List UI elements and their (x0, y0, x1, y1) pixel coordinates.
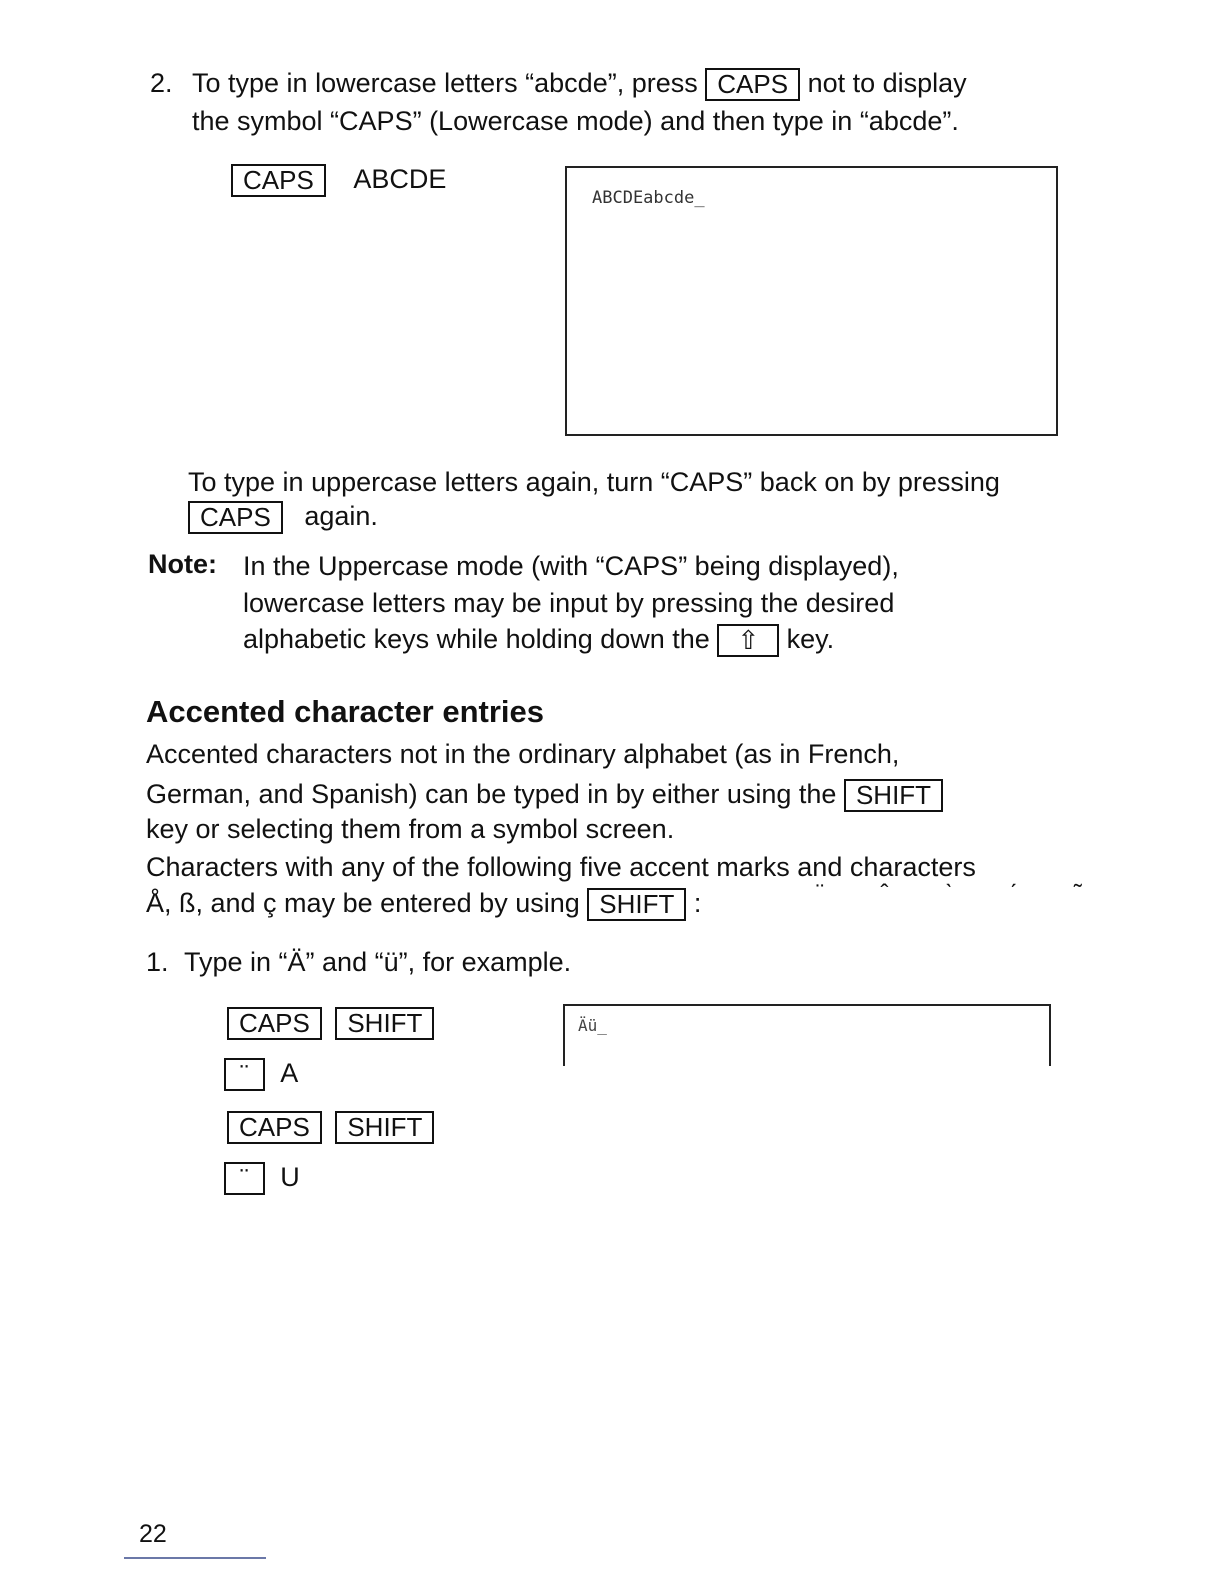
step2-line1 (192, 66, 967, 101)
uppercase-line1: To type in uppercase letters again, turn “CAPS” back on by pressing (188, 467, 1000, 497)
note-line1: In the Uppercase mode (with “CAPS” being displayed), (243, 551, 899, 581)
caps-key: CAPS (188, 501, 283, 534)
tilde-mark: ˜ (1073, 880, 1082, 907)
shift-key: SHIFT (844, 779, 943, 812)
lcd-screen (563, 1004, 1051, 1066)
example2-row2 (224, 1056, 298, 1091)
letter-u: U (280, 1162, 300, 1192)
note-line2: lowercase letters may be input by pressing the desired (243, 588, 895, 618)
diaeresis-key-icon: ¨ (224, 1162, 265, 1195)
shift-key: SHIFT (335, 1111, 434, 1144)
accented-p2-line2-pre: Å, ß, and ç may be entered by using (146, 888, 580, 918)
example1-typed: ABCDE (353, 164, 447, 194)
example2-row1 (227, 1005, 434, 1040)
step1-number: 1. (146, 947, 169, 977)
uppercase-line2-post: again. (304, 501, 378, 531)
caps-key: CAPS (227, 1007, 322, 1040)
step1-text: Type in “Ä” and “ü”, for example. (184, 947, 572, 977)
step2-line1-pre: To type in lowercase letters “abcde”, press (192, 68, 698, 98)
shift-arrow-key-icon: ⇧ (717, 624, 779, 657)
step2-line1-post: not to display (807, 68, 967, 98)
page-number: 22 (139, 1520, 167, 1548)
uppercase-line2 (188, 499, 378, 534)
shift-key: SHIFT (587, 888, 686, 921)
accented-p1-line3: key or selecting them from a symbol screen. (146, 814, 675, 844)
accented-p2-colon: : (693, 888, 702, 918)
note-line3 (243, 622, 834, 657)
diaeresis-mark: ¨ (816, 880, 824, 907)
note-line3-pre: alphabetic keys while holding down the (243, 624, 710, 654)
note-line3-post: key. (786, 624, 835, 654)
lcd-screen (565, 166, 1058, 436)
accented-p1-line2 (146, 777, 943, 812)
step2-number: 2. (150, 68, 173, 98)
accented-p2-line2 (146, 886, 701, 921)
note-label: Note: (148, 549, 217, 579)
acute-mark: ˊ (1009, 880, 1018, 907)
lcd-screen-text: Äü_ (578, 1016, 607, 1035)
step2-line2: the symbol “CAPS” (Lowercase mode) and then type in “abcde”. (192, 106, 959, 136)
caps-key: CAPS (227, 1111, 322, 1144)
example1-keys (231, 162, 446, 197)
circumflex-mark: ˆ (880, 880, 889, 907)
caps-key: CAPS (705, 68, 800, 101)
accent-marks (790, 880, 1108, 908)
diaeresis-key-icon: ¨ (224, 1058, 265, 1091)
accented-p1-line1: Accented characters not in the ordinary alphabet (as in French, (146, 739, 900, 769)
section-heading: Accented character entries (146, 694, 545, 729)
accented-p2-line1: Characters with any of the following five accent marks and characters (146, 852, 976, 882)
grave-mark: ˋ (944, 880, 953, 907)
lcd-screen-text: ABCDEabcde_ (592, 188, 705, 208)
caps-key: CAPS (231, 164, 326, 197)
example2-row4 (224, 1160, 300, 1195)
footer-rule (124, 1557, 266, 1559)
example2-row3 (227, 1109, 434, 1144)
letter-a: A (280, 1058, 299, 1088)
accented-p1-line2-pre: German, and Spanish) can be typed in by either using the (146, 779, 837, 809)
shift-key: SHIFT (335, 1007, 434, 1040)
